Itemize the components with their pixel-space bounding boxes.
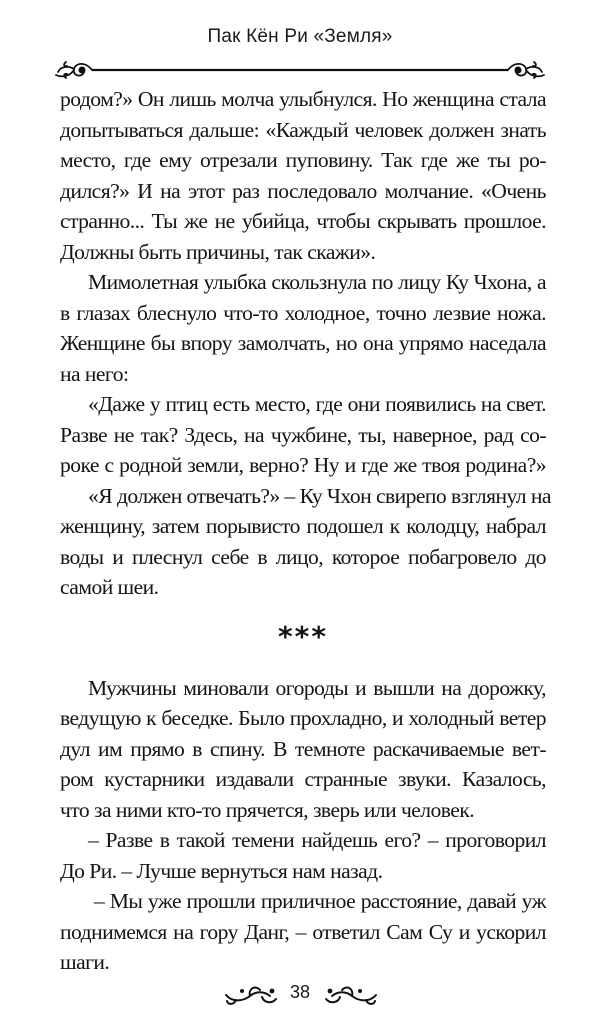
text-line: странно... Ты же не убийца, чтобы скрывать прошлое. xyxy=(60,209,546,233)
text-line: роке с родной земли, верно? Ну и где же твоя родина?» xyxy=(60,453,546,477)
text-line: допытываться дальше: «Каждый человек должен знать xyxy=(60,117,546,142)
text-line: Женщине бы впору замолчать, но она упрямо наседала xyxy=(60,331,546,355)
header-rule-ornament xyxy=(52,56,548,84)
text-line: «Даже у птиц есть место, где они появились на свет. xyxy=(88,392,546,416)
text-line: шаги. xyxy=(60,950,110,974)
footer-right-flourish-icon xyxy=(322,982,380,1008)
text-line: Мужчины миновали огороды и вышли на дорожку, xyxy=(88,675,546,700)
text-line: дился?» И на этот раз последовало молчание. «Очень xyxy=(60,178,546,203)
text-line: «Я должен отвечать?» – Ку Чхон свирепо взглянул на xyxy=(88,483,551,508)
text-line: Разве не так? Здесь, на чужбине, ты, наверное, рад со- xyxy=(60,422,546,447)
text-line: ром кустарники издавали странные звуки. Казалось, xyxy=(60,767,546,791)
text-line: ведущую к беседке. Было прохладно, и холодный ветер xyxy=(60,706,546,730)
running-header-title: Пак Кён Ри «Земля» xyxy=(207,26,393,47)
text-line: в глазах блеснуло что-то холодное, точно лезвие ножа. xyxy=(60,300,546,325)
text-line: место, где ему отрезали пуповину. Так где же ты ро- xyxy=(60,148,546,172)
text-line: До Ри. – Лучше вернуться нам назад. xyxy=(60,858,383,883)
text-line: поднимемся на гору Данг, – ответил Сам Су и ускорил xyxy=(60,919,546,944)
text-line: женщину, затем порывисто подошел к колодцу, набрал xyxy=(60,514,546,538)
text-line: Мимолетная улыбка скользнула по лицу Ку Чхона, а xyxy=(88,270,546,294)
text-line: Должны быть причины, так скажи». xyxy=(60,239,376,264)
text-line: что за ними кто-то прячется, зверь или человек. xyxy=(60,797,475,822)
text-line: – Мы уже прошли приличное расстояние, давай уж xyxy=(94,889,546,913)
text-line: дул им прямо в спину. В темноте раскачиваемые вет- xyxy=(60,736,546,761)
text-line: на него: xyxy=(60,361,129,386)
text-line: самой шеи. xyxy=(60,575,159,599)
left-flourish-icon xyxy=(56,62,92,78)
text-line: родом?» Он лишь молча улыбнулся. Но женщина стала xyxy=(60,87,546,111)
page-number: 38 xyxy=(289,982,311,1002)
page-footer xyxy=(0,980,600,1014)
text-line: воды и плеснул себе в лицо, которое побагровело до xyxy=(60,544,546,569)
right-flourish-icon xyxy=(508,62,544,78)
section-break-asterisks: *** xyxy=(278,619,328,653)
text-line: – Разве в такой темени найдешь его? – проговорил xyxy=(88,828,546,852)
body-text xyxy=(60,84,551,978)
